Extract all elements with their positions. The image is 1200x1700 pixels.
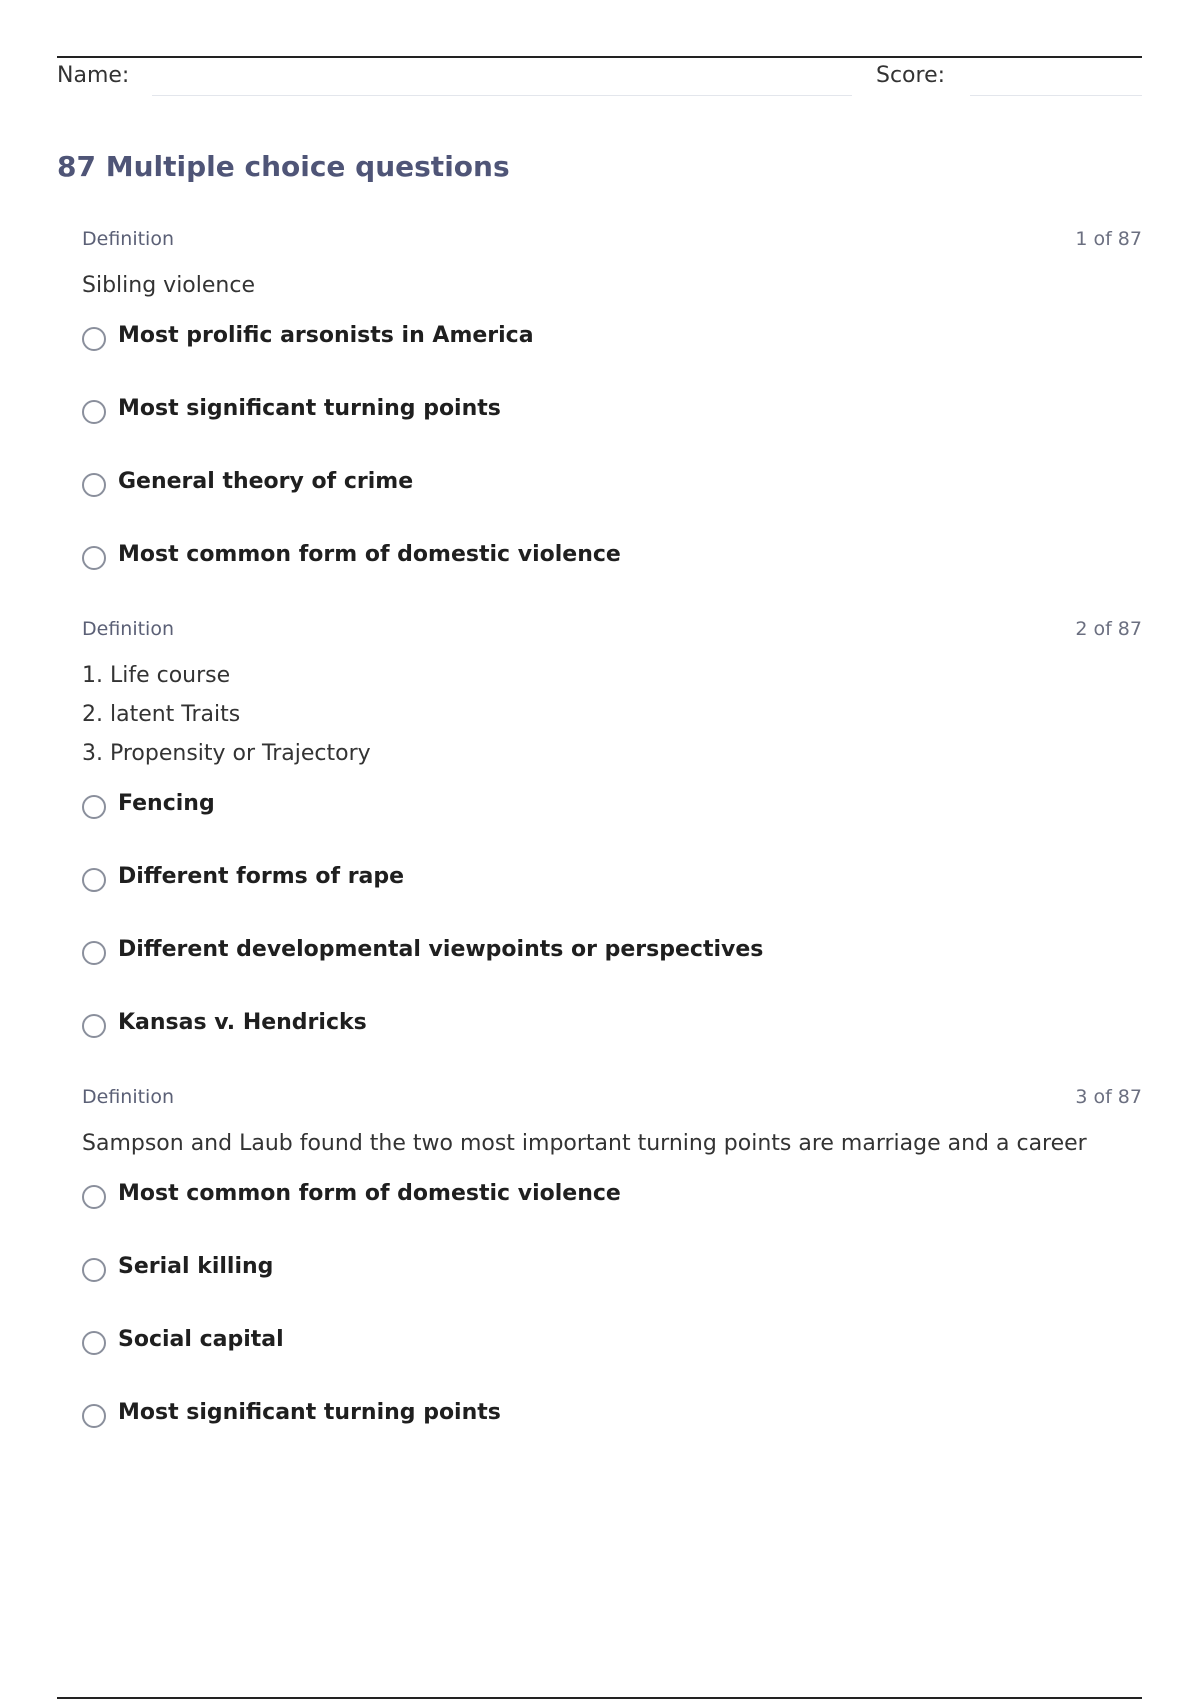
answer-option[interactable] <box>82 469 1142 546</box>
question-2 <box>82 618 1142 1087</box>
answer-option[interactable] <box>82 1181 1142 1258</box>
radio-icon[interactable] <box>82 473 106 497</box>
name-label: Name: <box>57 63 130 88</box>
answer-option-label: Kansas v. Hendricks <box>118 1010 367 1035</box>
answer-option-label: Most prolific arsonists in America <box>118 323 534 348</box>
prompt-line: 2. latent Traits <box>82 702 241 727</box>
score-label: Score: <box>876 63 946 88</box>
answer-option[interactable] <box>82 1010 1142 1087</box>
answer-option[interactable] <box>82 937 1142 1014</box>
answer-option[interactable] <box>82 1327 1142 1404</box>
radio-icon[interactable] <box>82 868 106 892</box>
answer-options <box>82 1181 1142 1477</box>
answer-option[interactable] <box>82 864 1142 941</box>
question-1 <box>82 228 1142 619</box>
answer-option-label: Serial killing <box>118 1254 274 1279</box>
answer-option-label: Most significant turning points <box>118 396 501 421</box>
radio-icon[interactable] <box>82 795 106 819</box>
question-counter: 1 of 87 <box>1075 228 1142 250</box>
radio-icon[interactable] <box>82 1258 106 1282</box>
name-field[interactable] <box>152 95 852 96</box>
question-type-label: Definition <box>82 228 175 250</box>
question-prompt <box>82 1124 1142 1163</box>
question-counter: 2 of 87 <box>1075 618 1142 640</box>
answer-option-label: General theory of crime <box>118 469 414 494</box>
answer-option[interactable] <box>82 323 1142 400</box>
question-3 <box>82 1086 1142 1477</box>
radio-icon[interactable] <box>82 1185 106 1209</box>
prompt-line: 1. Life course <box>82 663 231 688</box>
question-type-label: Definition <box>82 618 175 640</box>
answer-option[interactable] <box>82 791 1142 868</box>
radio-icon[interactable] <box>82 941 106 965</box>
answer-option-label: Fencing <box>118 791 215 816</box>
radio-icon[interactable] <box>82 1404 106 1428</box>
answer-option[interactable] <box>82 542 1142 619</box>
question-counter: 3 of 87 <box>1075 1086 1142 1108</box>
answer-option-label: Most significant turning points <box>118 1400 501 1425</box>
question-prompt <box>82 266 1142 305</box>
answer-option[interactable] <box>82 396 1142 473</box>
answer-option[interactable] <box>82 1254 1142 1331</box>
radio-icon[interactable] <box>82 400 106 424</box>
answer-options <box>82 323 1142 619</box>
radio-icon[interactable] <box>82 1331 106 1355</box>
radio-icon[interactable] <box>82 327 106 351</box>
prompt-line: Sibling violence <box>82 273 255 298</box>
top-rule <box>57 56 1142 58</box>
radio-icon[interactable] <box>82 1014 106 1038</box>
prompt-line: 3. Propensity or Trajectory <box>82 741 371 766</box>
radio-icon[interactable] <box>82 546 106 570</box>
prompt-line: Sampson and Laub found the two most important turning points are marriage and a career <box>82 1131 1087 1156</box>
answer-option[interactable] <box>82 1400 1142 1477</box>
score-field[interactable] <box>970 95 1142 96</box>
answer-option-label: Different developmental viewpoints or perspectives <box>118 937 764 962</box>
answer-options <box>82 791 1142 1087</box>
page-title: 87 Multiple choice questions <box>57 150 510 183</box>
answer-option-label: Most common form of domestic violence <box>118 542 621 567</box>
answer-option-label: Most common form of domestic violence <box>118 1181 621 1206</box>
question-type-label: Definition <box>82 1086 175 1108</box>
answer-option-label: Different forms of rape <box>118 864 405 889</box>
bottom-rule <box>57 1697 1142 1699</box>
answer-option-label: Social capital <box>118 1327 284 1352</box>
question-prompt <box>82 656 1142 773</box>
